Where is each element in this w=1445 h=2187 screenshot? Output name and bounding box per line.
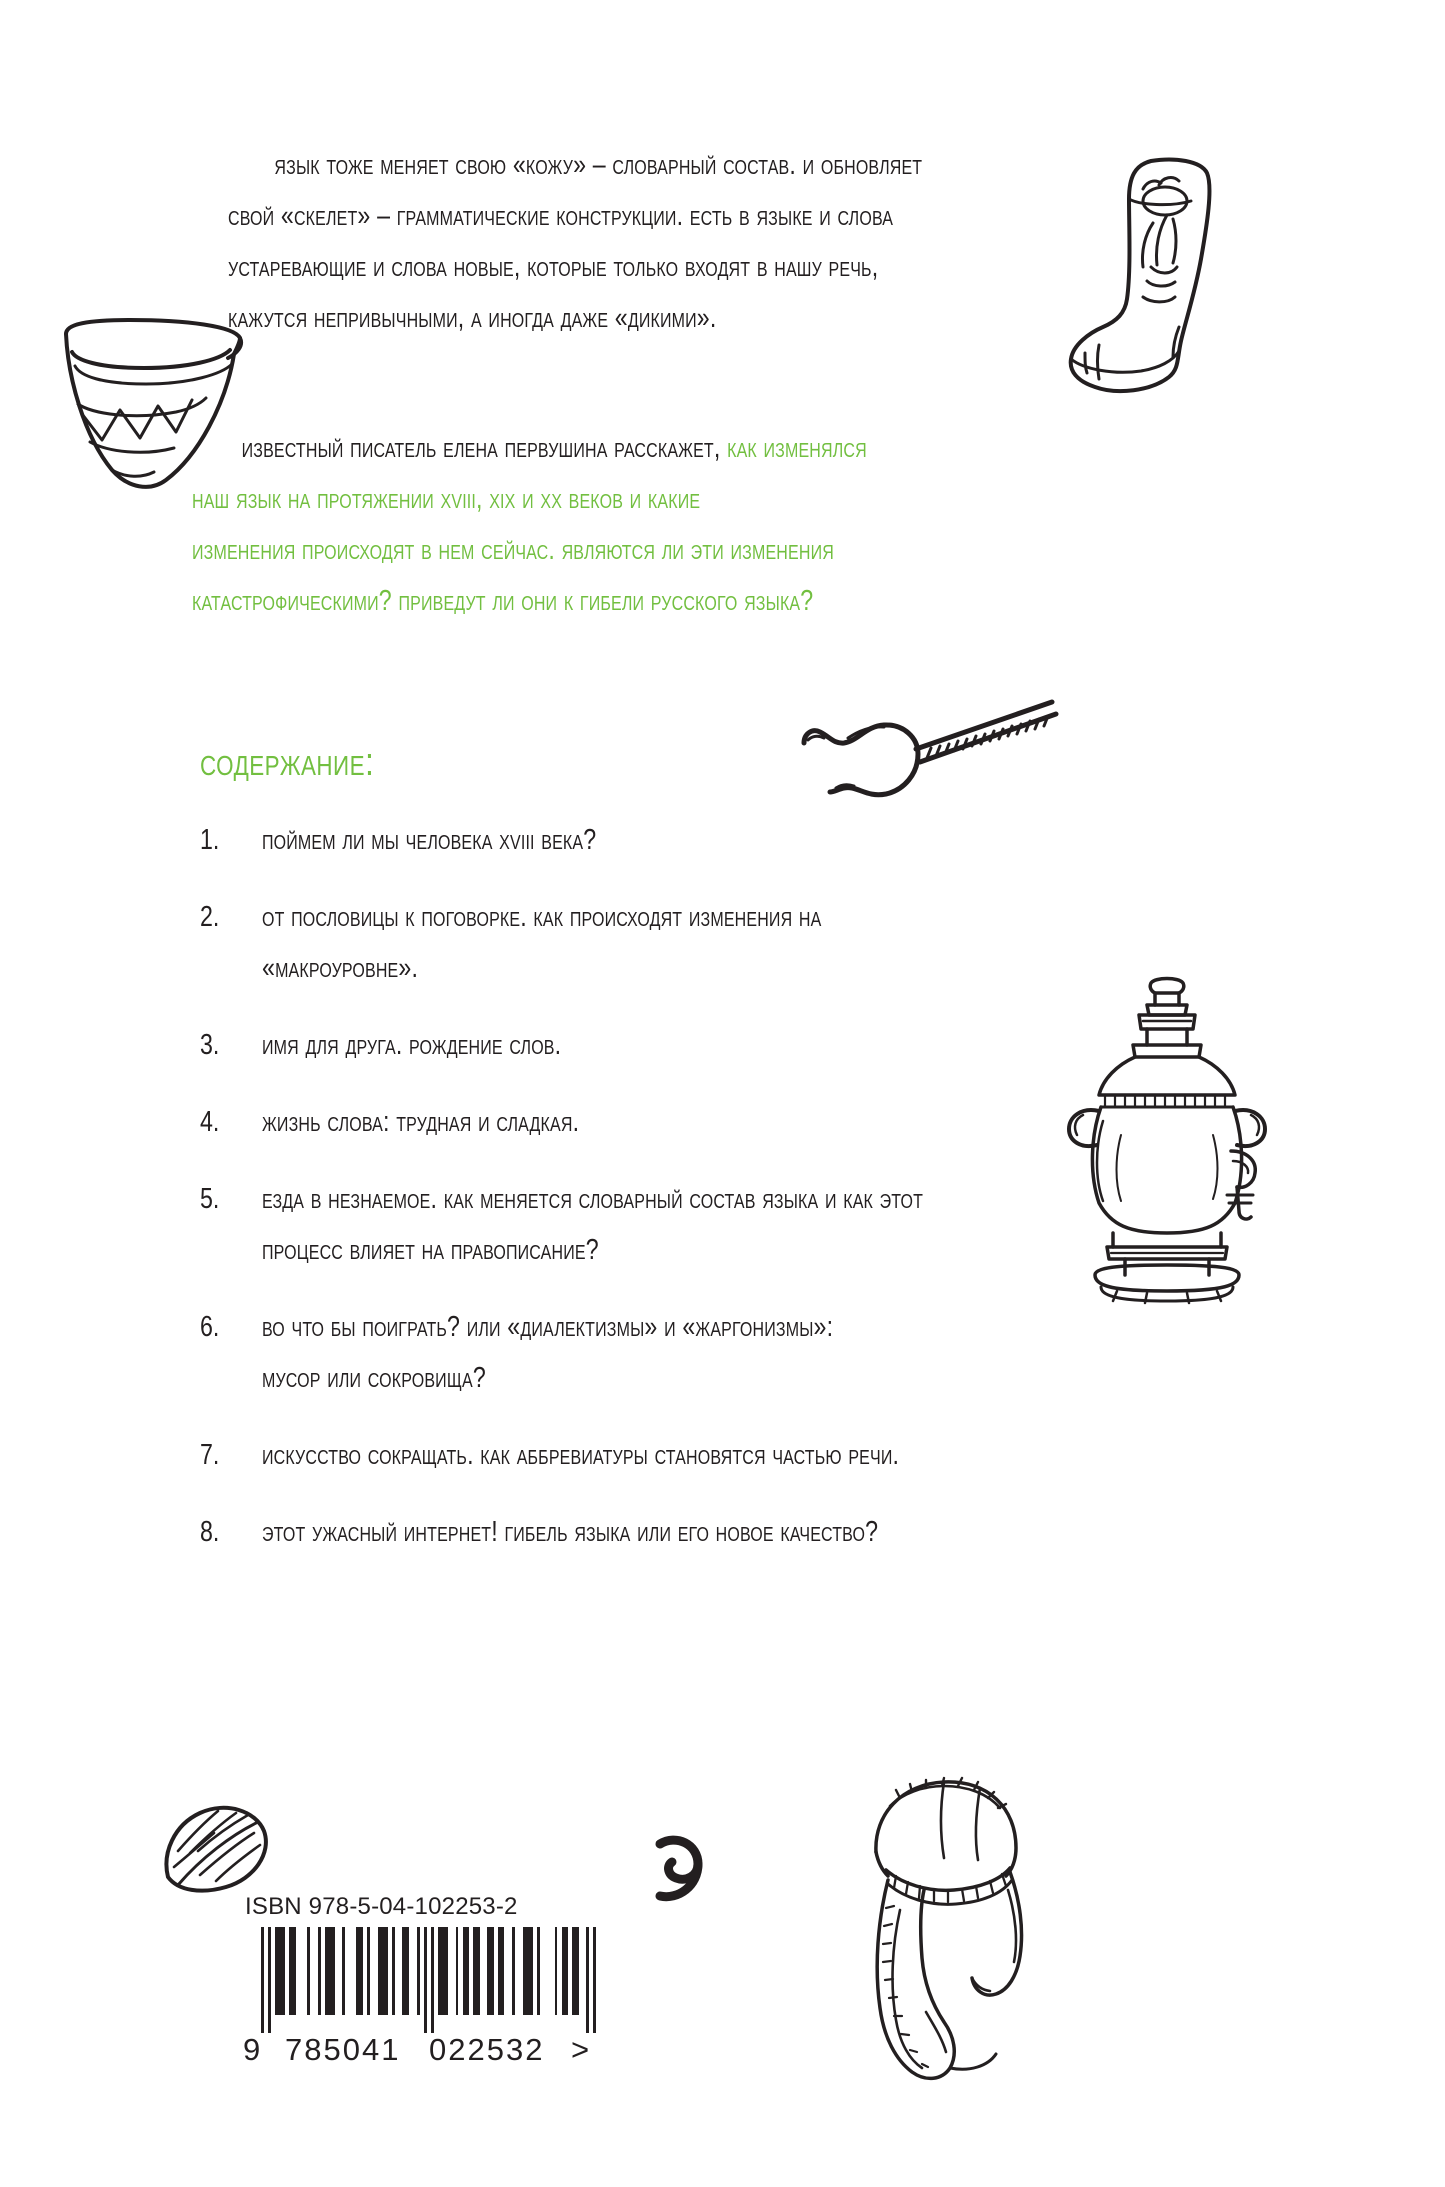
toc-line: искусство сокращать. как аббревиатуры становятся частью речи.: [262, 1439, 900, 1471]
barcode-bar: [378, 1927, 388, 2015]
barcode-lead-digit: 9: [243, 2032, 263, 2067]
barcode-block: [243, 1893, 603, 2066]
toc-line: во что бы поиграть? или «диалектизмы» и «жаргонизмы»:: [262, 1311, 834, 1343]
barcode-bar: [537, 1927, 540, 2015]
kokoshnik-illustration: [58, 318, 258, 498]
barcode-bar: [356, 1927, 362, 2015]
author-line-1-green: как изменялся: [727, 432, 867, 464]
toc-label: [262, 1302, 1092, 1404]
toc-label: [262, 1097, 1092, 1148]
author-line-1-black: известный писатель елена первушина расскажет,: [241, 432, 728, 464]
toc-number: 7.: [200, 1439, 220, 1471]
barcode-bar: [289, 1927, 295, 2015]
barcode-bar: [307, 1927, 310, 2015]
barcode-bar: [523, 1927, 533, 2015]
samovar-illustration: [1055, 975, 1285, 1315]
list-item[interactable]: [200, 1507, 1300, 1558]
uhvat-oven-fork-illustration: [800, 700, 1060, 830]
eksmo-logo: [648, 1830, 708, 1915]
toc-label: [262, 1507, 1092, 1558]
intro-line-3: устаревающие и слова новые, которые только входят в нашу речь,: [228, 251, 879, 283]
barcode-bar: [463, 1927, 469, 2015]
barcode-trailing-symbol: >: [571, 2032, 592, 2067]
barcode-bar: [512, 1927, 515, 2015]
barcode-bar: [555, 1927, 558, 2015]
toc-line: этот ужасный интернет! гибель языка или его новое качество?: [262, 1516, 879, 1548]
toc-number: 8.: [200, 1516, 220, 1548]
barcode-bar: [318, 1927, 321, 2015]
barcode-bar: [593, 1927, 596, 2033]
list-item[interactable]: [200, 1430, 1300, 1481]
toc-line: от пословицы к поговорке. как происходят изменения на: [262, 901, 822, 933]
toc-label: [262, 892, 1092, 994]
barcode-bar: [456, 1927, 459, 2015]
barcode-bar: [498, 1927, 504, 2015]
toc-number: 3.: [200, 1029, 220, 1061]
toc-number: 6.: [200, 1311, 220, 1343]
toc-label: [262, 1020, 1092, 1071]
author-line-4: катастрофическими? приведут ли они к гибели русского языка?: [192, 585, 814, 617]
barcode-bar: [431, 1927, 434, 2033]
barcode-right-group: 022532: [429, 2032, 545, 2067]
barcode-graphic: [261, 1927, 597, 2033]
intro-line-1: язык тоже меняет свою «кожу» – словарный состав. и обновляет: [274, 149, 923, 181]
valenok-boot-illustration: [1055, 155, 1245, 425]
isbn-label: ISBN 978-5-04-102253-2: [245, 1893, 518, 1920]
barcode-bar: [402, 1927, 408, 2015]
barcode-bar: [342, 1927, 345, 2015]
toc-number: 5.: [200, 1183, 220, 1215]
list-item[interactable]: [200, 815, 1300, 866]
barcode-bar: [473, 1927, 479, 2015]
toc-line: жизнь слова: трудная и сладкая.: [262, 1106, 580, 1138]
intro-paragraph: [228, 140, 1036, 344]
toc-number: 1.: [200, 824, 220, 856]
barcode-bar: [562, 1927, 568, 2015]
barcode-bar: [325, 1927, 335, 2015]
author-line-1: [192, 423, 1016, 474]
barcode-bar: [572, 1927, 578, 2015]
barcode-bar: [392, 1927, 395, 2015]
barcode-bar: [586, 1927, 589, 2033]
barcode-bar: [424, 1927, 427, 2033]
author-line-3: изменения происходят в нем сейчас. являются ли эти изменения: [192, 534, 834, 566]
toc-line: езда в незнаемое. как меняется словарный состав языка и как этот: [262, 1183, 924, 1215]
toc-label: [262, 1430, 1092, 1481]
barcode-bar: [268, 1927, 271, 2033]
contents-heading: содержание:: [200, 740, 375, 784]
intro-line-2: свой «скелет» – грамматические конструкции. есть в языке и слова: [228, 200, 894, 232]
toc-number: 2.: [200, 901, 220, 933]
toc-line: «макроуровне».: [262, 952, 419, 984]
barcode-digits: [243, 2032, 603, 2066]
leaf-illustration: [160, 1805, 270, 1895]
barcode-bar: [275, 1927, 285, 2015]
intro-line-4: кажутся непривычными, а иногда даже «дикими».: [228, 302, 717, 334]
barcode-bar: [487, 1927, 493, 2015]
ushanka-hat-illustration: [830, 1760, 1060, 2090]
toc-line: процесс влияет на правописание?: [262, 1234, 599, 1266]
barcode-left-group: 785041: [285, 2032, 401, 2067]
toc-label: [262, 1174, 1092, 1276]
barcode-bar: [417, 1927, 420, 2015]
barcode-bar: [367, 1927, 370, 2015]
toc-number: 4.: [200, 1106, 220, 1138]
toc-line: поймем ли мы человека xviii века?: [262, 824, 597, 856]
list-item[interactable]: [200, 1302, 1300, 1404]
toc-line: имя для друга. рождение слов.: [262, 1029, 562, 1061]
barcode-bar: [438, 1927, 448, 2015]
author-line-2: наш язык на протяжении xviii, xix и xx веков и какие: [192, 483, 701, 515]
author-paragraph: [192, 423, 1016, 627]
toc-line: мусор или сокровища?: [262, 1362, 486, 1394]
barcode-bar: [261, 1927, 264, 2033]
